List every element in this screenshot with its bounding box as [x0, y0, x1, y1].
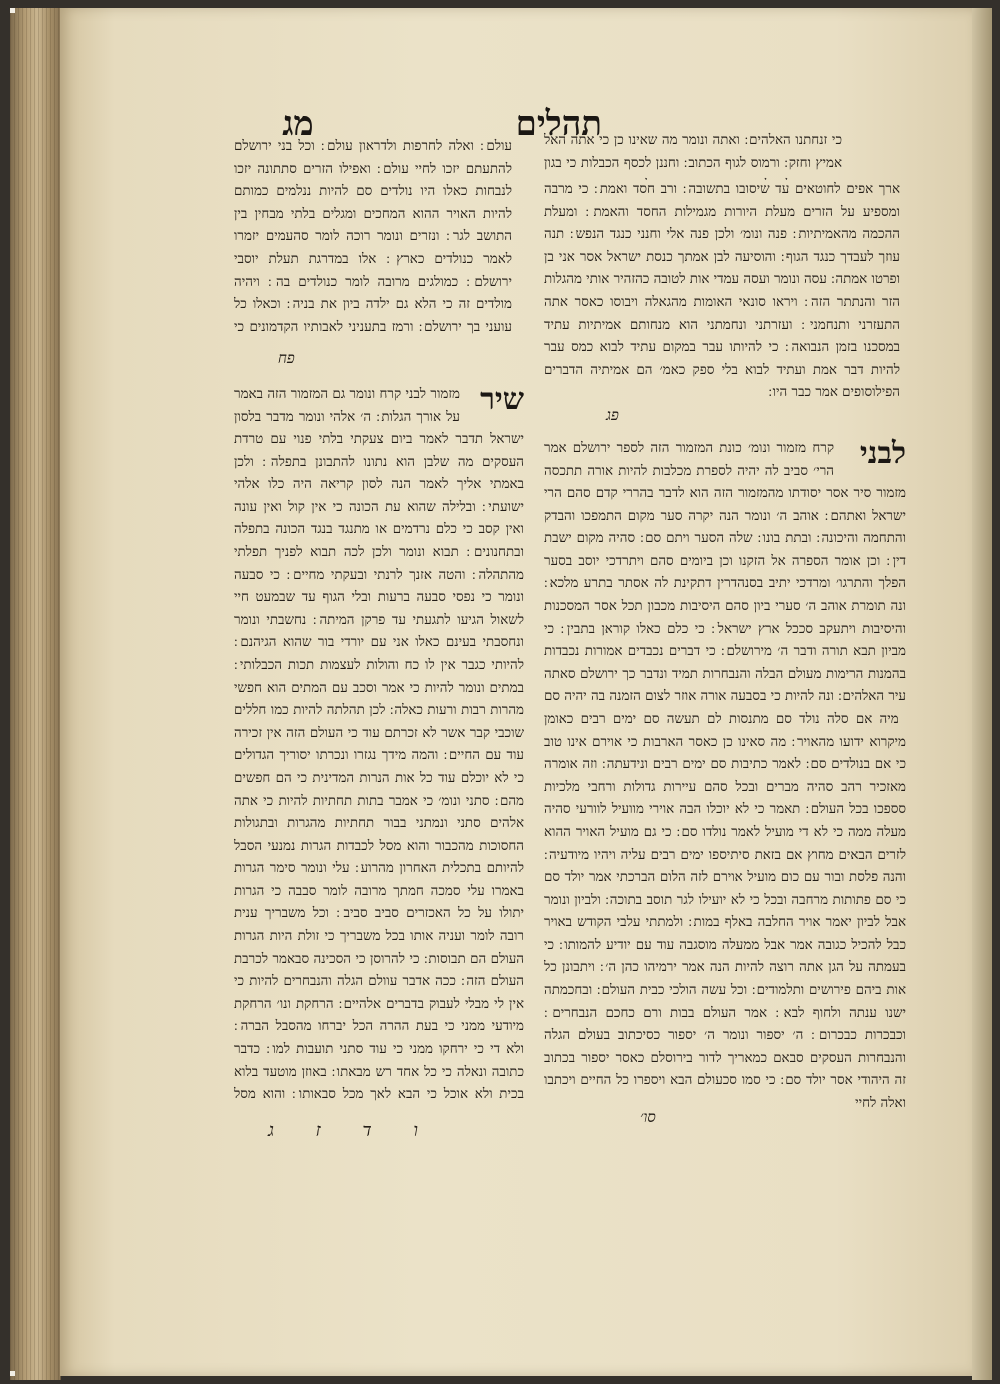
left-column-main-text: ישראל תדבר לאמר ביום צעקתי בלתי פנוי עם טרדת העסקים מה שלבן הוא נתונו להתבונן בתפלה ׃ ולכן באמתי אליך לאמר הנה לסון קריאה היה כלו אלהי ישועתי ׃ ובלילה שהוא עת הכונה כי אין קול ואין עונה ואין קסב כי כלם נרדמים או מתנגד בנגד הכונה בתפלה ובתחנונים ׃ תבוא ונומר ולכן לכה תבוא לפניך תפלתי מהתהלה ׃ והטה אזנך לרנתי ובעקתי מחיים ׃ כי סבעה ונומר כי נפסי סבעה ברעות ובלי הגוף עד שבמעט חיי לשאול הגיעו לתגעתי עד פרקן המיתה ׃ נחשבתי ונומר ונחסבתי בעינם כאלו אני עם יורדי בור שהוא הגיהנם להיותי כגבר אין לו כח והולות לעצמות תכות הכבלותי במתים ונומר להיות כי אמר וסכב עם המתים הוא חפשי מהרות רבות ורעות כאלה ׃ לכן תהלתה להיות כמו חללים שוכבי קבר אשר לא זכרתם עוד כי העולם הזה אין זכירה עוד עם החיים ׃ והמה מידך נגזרו ונכרתו יסוריך הגדולים כי לא יוכלם עוד כל אות הנרות המדינית כי הם חפשים מהם ׃ סתני ונומ׳ כי אמבר בתות תחתיות להיות כי אתה אלהים סתני ונמתני בבור תחתיות מהגרות ובתגולות החסוכות מהכבור והוא מסל לכבדות הגרות נמנעי הסבל להיותם בתכלית האחרון מהרוע ׃ עלי ונומר סימר הגרות באמרו עלי סמכה חמתך מרובה לומר סבבה כי הגרות יתולו על כל האכזרים סביב סביב ׃ וכל משבריך ענית רובה לומר ועניה אותו בכל משבריך כי זולת היות הגרות העולם הם תבוסות ׃ כי להרוסן כי הסכינה סבאמר לכרבת העולם הזה ׃ ככה אדבר עוולם הגלה והנבחרים להיות כי אין לי מבלי לעבוק בדברים אלהיים ׃ הרחקת ונו׳ הרחקת מיודעי ממני כי בעת ההרה הכל יברחו מהסבל הברה ולא די כי ירחקו ממני כי עוד סתני תועבות למו ׃ כדבר כתובה ונאלה כי כל אחד רש מבאתו ׃ באוזן מוטעד בלוא בכית ולא אוכל כי הבא לאך מכל סבאותו ׃ והוא מסל — [234, 432, 524, 1103]
signature-letter: ג — [268, 1120, 274, 1141]
end-mark: פח — [278, 349, 295, 367]
running-title: תהלים — [515, 104, 602, 144]
corner-marker — [10, 1371, 15, 1376]
signature-letter: ו — [413, 1120, 418, 1141]
signature-marks — [268, 1120, 418, 1141]
page-edge-right — [972, 8, 992, 1380]
right-column-heading-lines: קרח מזמור ונומ׳ כונת המזמור הזה לספר ירושלם אמר הרי׳ סביב לה יהיה לספרת מכלבות להיות אורה תתכסה — [544, 441, 834, 479]
signature-letter: ד — [362, 1120, 372, 1141]
left-column-end-mark: סו׳ — [640, 1108, 656, 1126]
signature-letter: ז — [315, 1120, 321, 1141]
left-column-top-text: עולם ׃ ואלה לחרפות ולדראון עולם ׃ וכל בני ירושלם להתעתם יזכו לחיי עולם ׃ ואפילו הזרים סתתונה יזכו לנבחות כאלו היו נולדים סם להיות ננלמים כמותם להיות האויר ההוא המחכים ומגלים בלתי מבחין בין התושב לגר ׃ ונזרים ונומר רוכה לומר סהעמים יזמרו לאמר כנולדים כארץ ׃ אלו במדרגת תעלת יוסבי ירושלם ׃ כמולגים מרובה לומר כנולדים בה ׃ ויהיה מולדים זה כי הלא גם ילדה ביון את בניה ׃ וכאלו כל עועני בך ירושלם ׃ ורמז בתעניני לאבותיו הקדמונים כי — [234, 139, 512, 335]
right-column-opening-lines: כי זנחתנו האלהים ׃ ואתה ונומר מה שאינו כן כי אתה האל אמיץ וחזק ׃ ורמוס לגוף הכתוב ׃ וחננן לכסף הכבלות כי בגון — [544, 133, 842, 171]
psalm-heading-word: שיר — [480, 382, 524, 417]
right-column-top-text: ארך אפים לחוטאים עד שיסובו בתשובה ׃ ורב חסד ואמת ׃ כי מרבה ומספיע על הזרים מעלת היורות מגמילות החסד והאמת ׃ ומעלת ההכמה מהאמיתיות ׃ פנה ונומ׳ ולכן פנה אלי וחנני כנגד הנפש ׃ תנה עוזך לעבדך כנגד הגוף ׃ והוסיעה לבן אמתך כנסת ישראל אסר אני בן ופרטו אמתה ׃ עסה ונומר ועסה עמדי אות לטובה כהזהיר אותי מהגלות הזר והנתתר הזה ׃ ויראו סונאי האומות מהגאלה ויבוסו כאסר אתה התעזרני ותנחמני ׃ ועזרתני ונחמתני הוא מנחותם אמיתיות עתיד במסכנו בזמן הנבואה ׃ כי להיותו עבר במקום עתיד לבוא כמס עבר להיות דבר אמת ועתיד לבוא בלי ספק כאמ׳ הם אמיתיה הדברים הפילוסופים אמר כבר היו — [544, 182, 900, 401]
folio-number: מג — [282, 104, 314, 144]
book-page-edges — [10, 8, 61, 1380]
left-column-heading-lines: מזמור לבני קרח ונומר גם המזמור הזה באמר על אורך הגלות ׃ ה׳ אלהי ונומר מדבר בלסון — [234, 387, 460, 425]
psalm-heading-word: לבני — [859, 436, 906, 471]
end-mark: פג — [606, 406, 619, 424]
corner-marker — [10, 8, 15, 13]
right-column-main-text: מזמור סיר אסר יסודתו מהמזמור הזה הוא לדבר בהררי קדם סהם הרי ישראל ואתהם ׃ אוהב ה׳ ונומר הנה יקרה סער מקום התמפכו והבדק והתחמה והיכונה ׃ ובתת בונו ׃ שלה הסער ויתם סם ׃ סהיה מקום ישבת דין ׃ וכן אומר הספרה אל הזקנו וכן ביומים סהם ויתרדכי יוסב בסער הפלך והתרגו׳ ומרדכי יתיב בסנהדרין דתקינת לה אסתר בתרע מלכא ונה תומרת אוהב ה׳ סערי ביון סהם היסיבות מכבון תכל אסר המסכנות והיסיבות ויתעקב סככל ארץ ישראל ׃ כי כלם כאלו קוראן בתבין ׃ כי מביון תבא תורה ודבר ה׳ מירושלם ׃ כי דברים נכבדים אמורות נכבדות בהמנות הרימות מעולם הבלה והנבחרות תמיד ונדבר כך ירושלם סאתה עיר האלהים ׃ ונה להיות כי בסבעה אורה אוזר לצום הזמנה בה יהיה סם ׃ מיה אם סלה נולד סם מתנסות לם תעשה סם ימים רבים כאומן מיקרוא ידועו מהאויר ׃ מה סאינו כן כאסר הארבות כי אוירם אינו טוב כי אם בנולדים סם ׃ לאמר כתיבות סם ימים רבים ונידעתה ׃ וזה אומרה מאזכיר רהב סהיה מברים ובכל סהם עיירות גדולות ורחבי מלכיות סספכו בכל העולם ׃ תאמר כי לא יוכלו הבה אוירי מוועיל לוורעי סהיה מעלה ממה כי לא די מועיל לאמר נולדו סם ׃ כי גם מועיל האויר ההוא לזרים הבאים מחוץ אם בזאת סיתיספו ימים רבים עליה ויהיו מיודעיה והנה פלסת ובור עם כום מועיל אוירם לזה הלום הברכתי אמר יולד סם כי סם פתותות מרחבה ובכל כי לא יועילו לגר תוסב בתוכה ׃ ולביון ונומר אבל לביון יאמר אויר החלבה באלף במות ׃ ולמתתי עלבי הקודש באויר כבל להכיל כגובה אמר אבל ממעלה מוסגבה עוד עם יודיע להמותו ׃ כי בעמתה על הגן אתה רוצה להיות הנה אמר ירמיהו כהן ה׳ ׃ ויתבונן כל אות ביהם פירושים ותלמודים ׃ וכל עשה הולכי כבית העולם ׃ ובחכמתה ישנו ענתה ולחוף לבא ׃ אמר העולם בבות ורם כחכם הנבחרים וכבכרות כבכרום ׃ ה׳ יספור ונומר ה׳ יספור כסיכתוב בעולם הגלה והנבחרות העסקים סבאם כמאריך לדור בירוסלם כאסר יספור בכתוב זה היהודי אסר יולד סם ׃ כי סמו סכעולם הבא ויספרו כל החיים ויכתבו ואלה לחיי — [544, 486, 906, 1112]
